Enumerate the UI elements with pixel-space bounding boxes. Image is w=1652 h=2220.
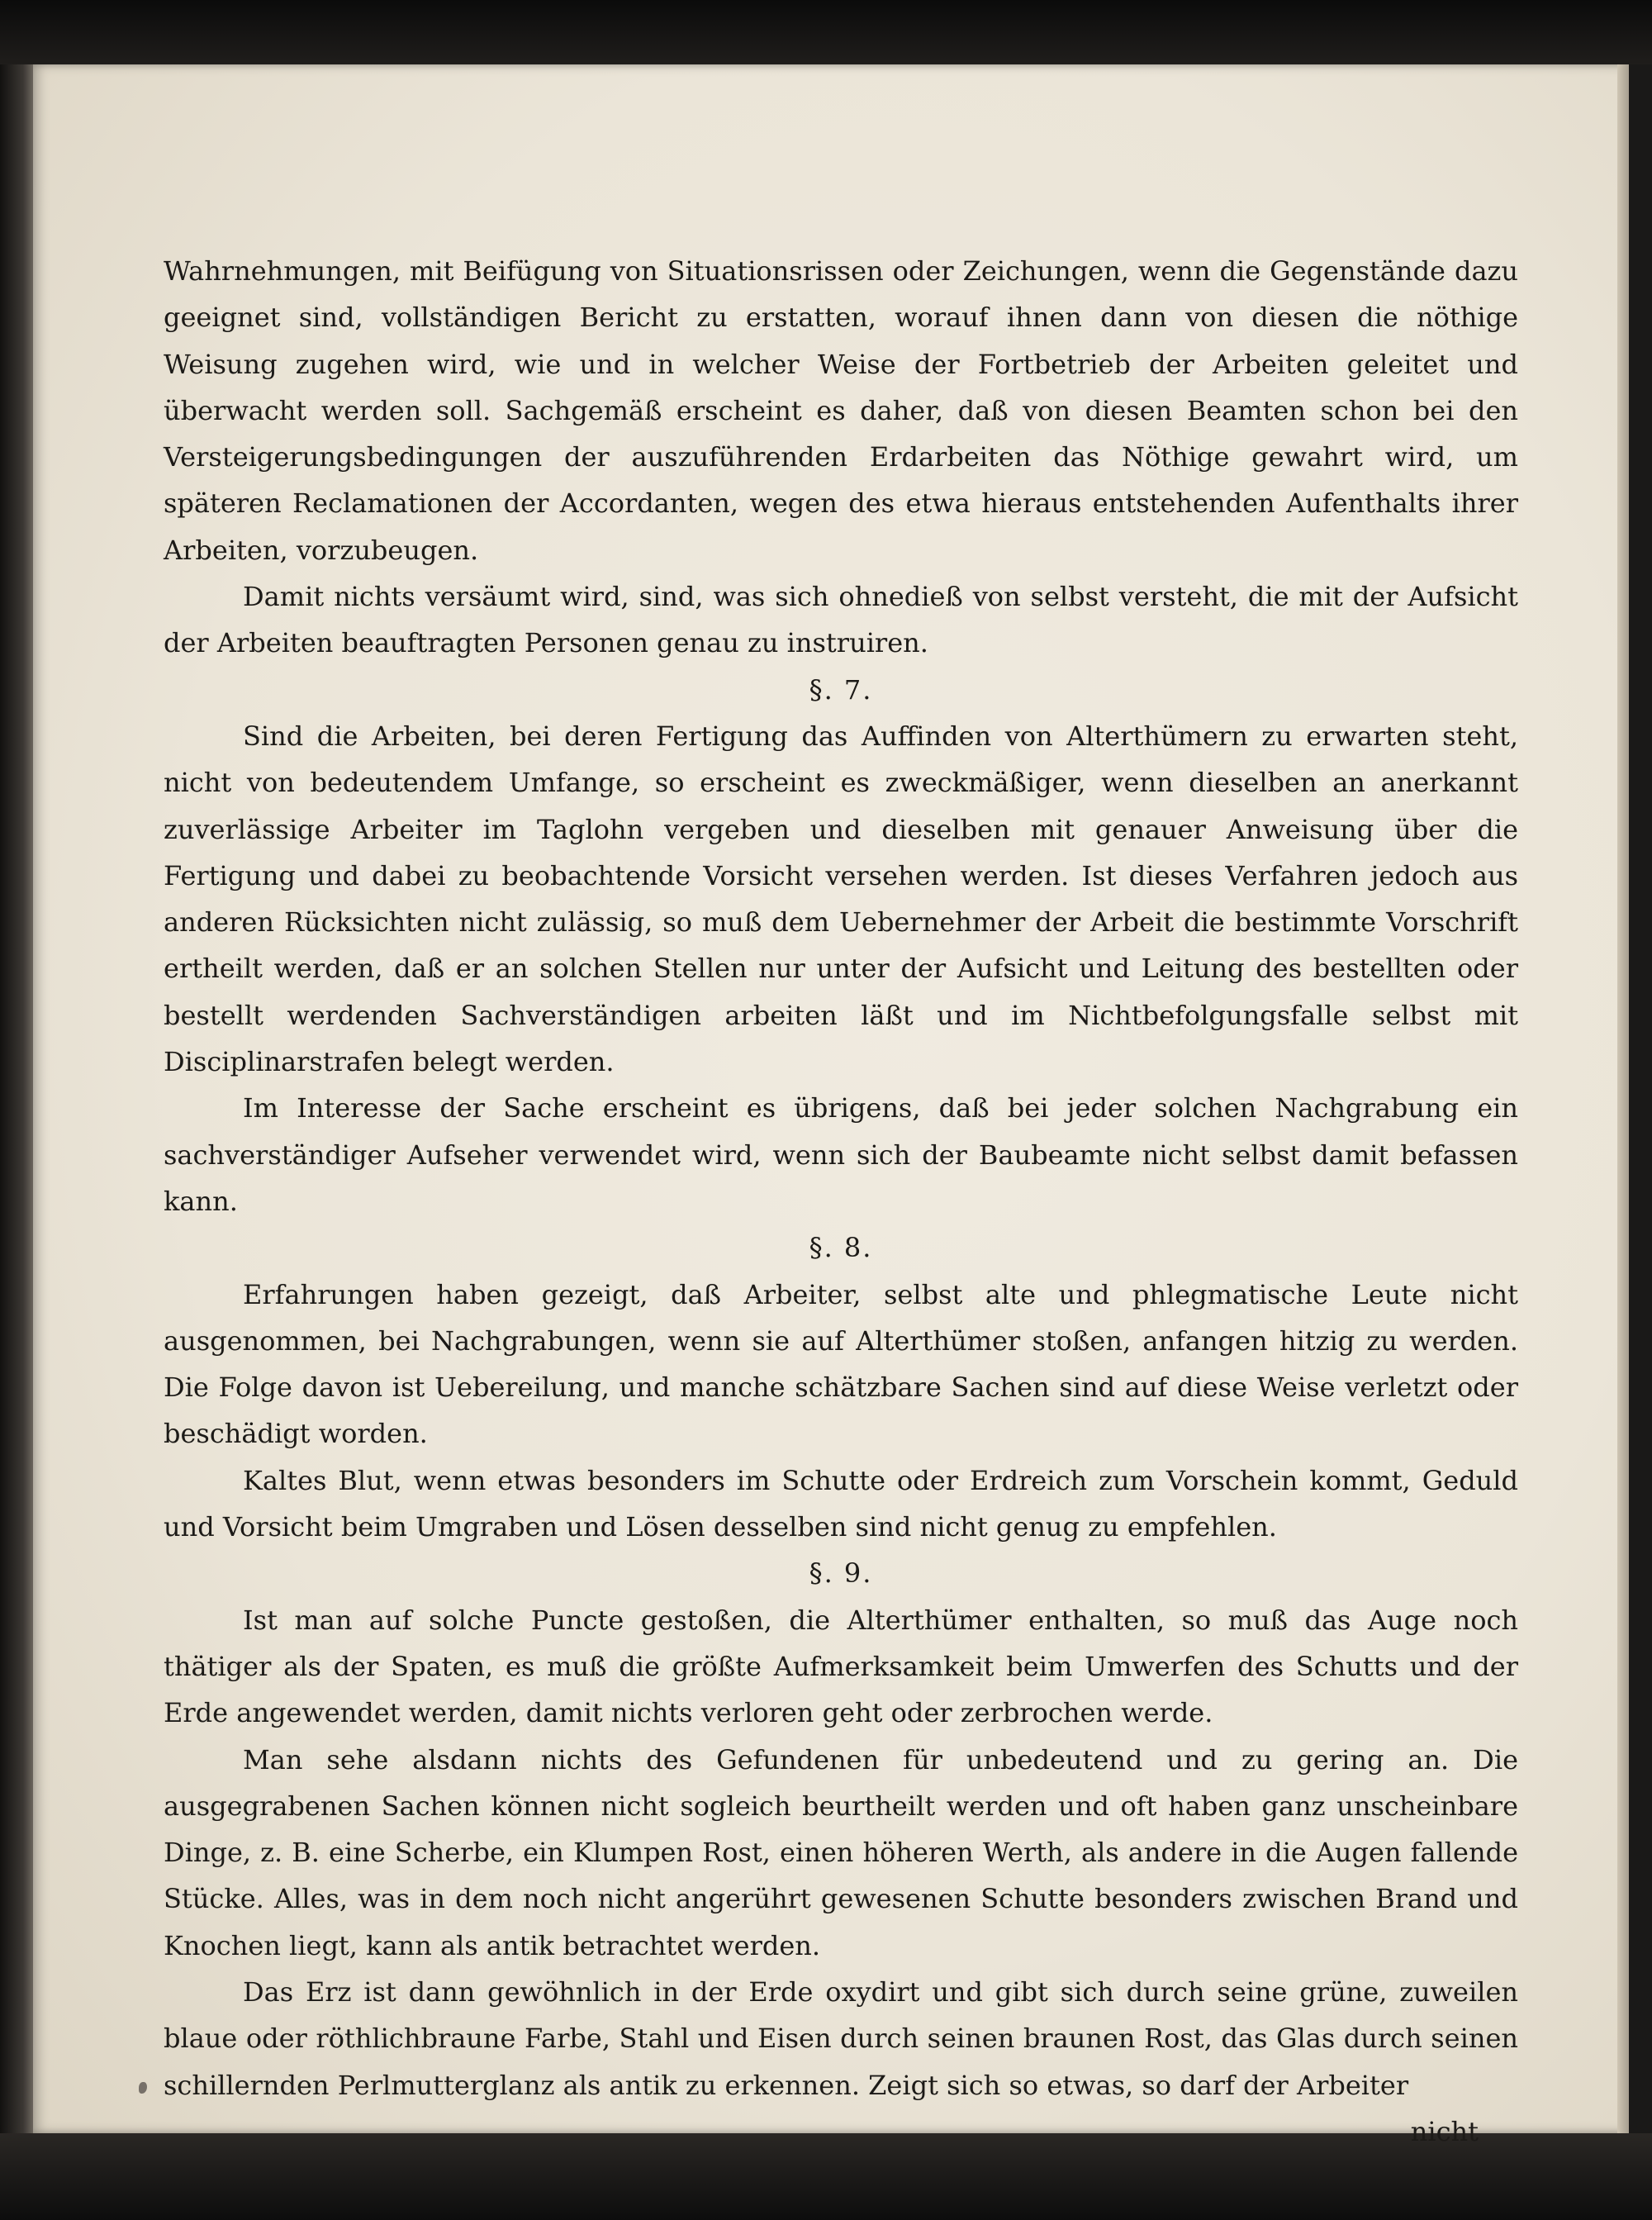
paragraph: Sind die Arbeiten, bei deren Fertigung das Auffinden von Alterthümern zu erwarten steht, nicht von bedeutendem Umfange, so erscheint es zweckmäßiger, wenn dieselben an anerkannt zuverlässige Arbeiter im Taglohn vergeben und dieselben mit genauer Anweisung über die Fertigung und dabei zu beobachtende Vorsicht versehen werden. Ist dieses Verfahren jedoch aus anderen Rücksichten nicht zulässig, so muß dem Uebernehmer der Arbeit die bestimmte Vorschrift ertheilt werden, daß er an solchen Stellen nur unter der Aufsicht und Leitung des bestellten oder bestellt werdenden Sachverständigen arbeiten läßt und im Nichtbefolgungsfalle selbst mit Disciplinarstrafen belegt werden. bbox=[164, 720, 1518, 1078]
paragraph: Im Interesse der Sache erscheint es übrigens, daß bei jeder solchen Nachgrabung ein sachverständiger Aufseher verwendet wird, wenn sich der Baubeamte nicht selbst damit befassen kann. bbox=[164, 1092, 1518, 1217]
section-heading-7: §. 7. bbox=[809, 673, 873, 706]
scanner-top-border bbox=[0, 0, 1652, 64]
section-heading-9: §. 9. bbox=[809, 1557, 873, 1590]
body-text bbox=[164, 248, 1518, 2155]
catchword: nicht bbox=[1410, 2115, 1479, 2147]
paragraph: Man sehe alsdann nichts des Gefundenen für unbedeutend und zu gering an. Die ausgegrabenen Sachen können nicht sogleich beurtheilt werden und oft haben ganz unscheinbare Dinge, z. B. eine Scherbe, ein Klumpen Rost, einen höheren Werth, als andere in die Augen fallende Stücke. Alles, was in dem noch nicht angerührt gewesenen Schutte besonders zwischen Brand und Knochen liegt, kann als antik betrachtet werden. bbox=[164, 1743, 1518, 1961]
section-heading-8: §. 8. bbox=[809, 1232, 873, 1264]
opening-paragraph: Wahrnehmungen, mit Beifügung von Situationsrissen oder Zeichungen, wenn die Gegenstände dazu geeignet sind, vollständigen Bericht zu erstatten, worauf ihnen dann von diesen die nöthige Weisung zugehen wird, wie und in welcher Weise der Fortbetrieb der Arbeiten geleitet und überwacht werden soll. Sachgemäß erscheint es daher, daß von diesen Beamten schon bei den Versteigerungsbedingungen der auszuführenden Erdarbeiten das Nöthige gewahrt wird, um späteren Reclamationen der Accordanten, wegen des etwa hieraus entstehenden Aufenthalts ihrer Arbeiten, vorzubeugen. bbox=[164, 255, 1518, 566]
paragraph: Ist man auf solche Puncte gestoßen, die Alterthümer enthalten, so muß das Auge noch thätiger als der Spaten, es muß die größte Aufmerksamkeit beim Umwerfen des Schutts und der Erde angewendet werden, damit nichts verloren geht oder zerbrochen werde. bbox=[164, 1604, 1518, 1729]
page-edge bbox=[1617, 64, 1629, 2133]
paragraph: Damit nichts versäumt wird, sind, was sich ohnedieß von selbst versteht, die mit der Aufsicht der Arbeiten beauftragten Personen genau zu instruiren. bbox=[164, 581, 1518, 659]
paragraph: Kaltes Blut, wenn etwas besonders im Schutte oder Erdreich zum Vorschein kommt, Geduld und Vorsicht beim Umgraben und Lösen desselben sind nicht genug zu empfehlen. bbox=[164, 1464, 1518, 1543]
paragraph: Erfahrungen haben gezeigt, daß Arbeiter, selbst alte und phlegmatische Leute nicht ausgenommen, bei Nachgrabungen, wenn sie auf Alterthümer stoßen, anfangen hitzig zu werden. Die Folge davon ist Uebereilung, und manche schätzbare Sachen sind auf diese Weise verletzt oder beschädigt worden. bbox=[164, 1278, 1518, 1450]
paragraph: Das Erz ist dann gewöhnlich in der Erde oxydirt und gibt sich durch seine grüne, zuweilen blaue oder röthlichbraune Farbe, Stahl und Eisen durch seinen braunen Rost, das Glas durch seinen schillernden Perlmutterglanz als antik zu erkennen. Zeigt sich so etwas, so darf der Arbeiter bbox=[164, 1975, 1518, 2101]
book-binding bbox=[0, 64, 33, 2133]
